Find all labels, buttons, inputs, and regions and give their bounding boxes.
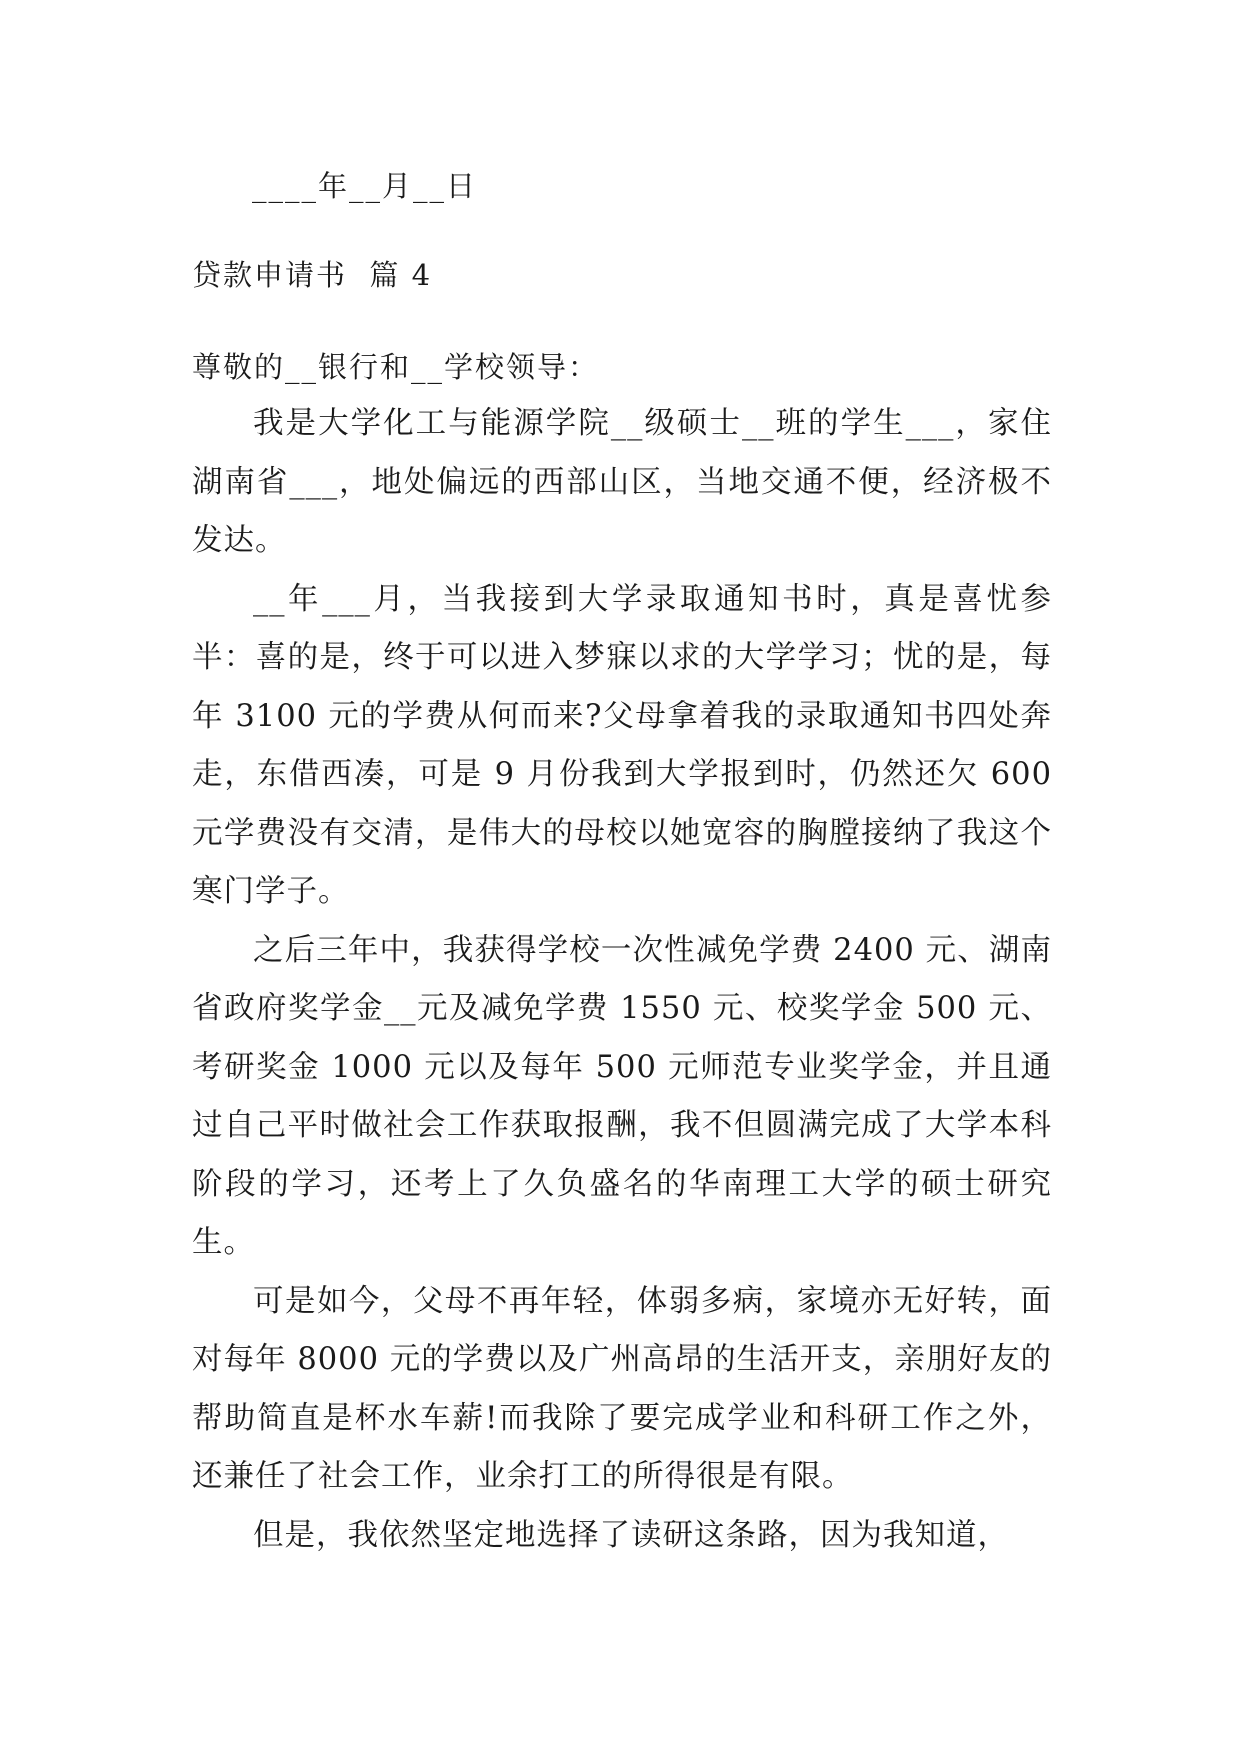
paragraph: __年___月，当我接到大学录取通知书时，真是喜忧参半：喜的是，终于可以进入梦寐以求的大学学习；忧的是，每年 3100 元的学费从何而来?父母拿着我的录取通知书四处奔走，东借西凑，可是 9 月份我到大学报到时，仍然还欠 600 元学费没有交清，是伟大的母校以她宽容的胸膛接纳了我这个寒门学子。 bbox=[192, 581, 1052, 909]
salutation: 尊敬的__银行和__学校领导： bbox=[192, 350, 600, 384]
date-line: ____年__月__日 bbox=[252, 169, 478, 203]
document-body bbox=[192, 395, 1052, 1565]
paragraph: 但是，我依然坚定地选择了读研这条路，因为我知道， bbox=[253, 1517, 1009, 1553]
document-heading: 贷款申请书 篇 4 bbox=[192, 258, 433, 292]
paragraph: 我是大学化工与能源学院__级硕士__班的学生___，家住湖南省___，地处偏远的西部山区，当地交通不便，经济极不发达。 bbox=[192, 406, 1052, 558]
paragraph: 之后三年中，我获得学校一次性减免学费 2400 元、湖南省政府奖学金__元及减免学费 1550 元、校奖学金 500 元、考研奖金 1000 元以及每年 500 元师范专业奖学金，并且通过自己平时做社会工作获取报酬，我不但圆满完成了大学本科阶段的学习，还考上了久负盛名的华南理工大学的硕士研究生。 bbox=[192, 932, 1052, 1260]
paragraph: 可是如今，父母不再年轻，体弱多病，家境亦无好转，面对每年 8000 元的学费以及广州高昂的生活开支，亲朋好友的帮助简直是杯水车薪!而我除了要完成学业和科研工作之外，还兼任了社会工作，业余打工的所得很是有限。 bbox=[192, 1283, 1052, 1494]
